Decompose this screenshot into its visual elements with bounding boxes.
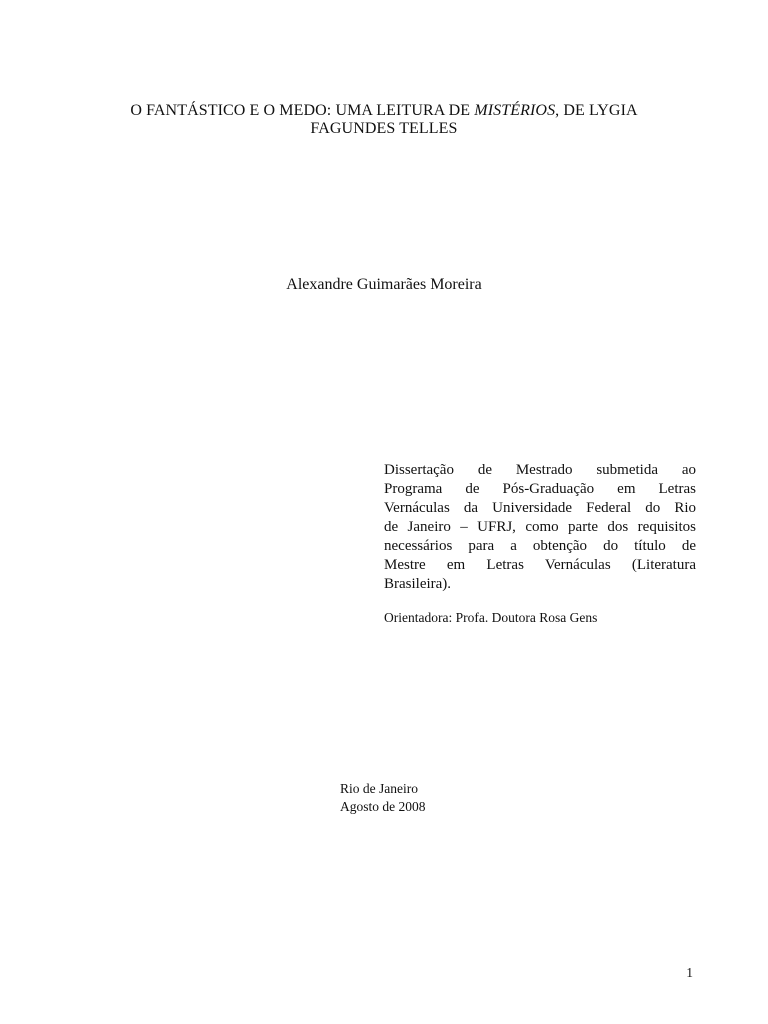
statement-line: de Janeiro – UFRJ, como parte dos requisitos xyxy=(384,519,696,535)
title-line-2: FAGUNDES TELLES xyxy=(310,120,458,137)
statement-line: Programa de Pós-Graduação em Letras xyxy=(384,481,696,497)
statement-line: Brasileira). xyxy=(384,576,452,592)
title-line-1-end: , DE LYGIA xyxy=(555,102,638,119)
title-line-1-start: O FANTÁSTICO E O MEDO: UMA LEITURA DE xyxy=(130,102,475,119)
place: Rio de Janeiro xyxy=(340,781,418,796)
advisor-line: Orientadora: Profa. Doutora Rosa Gens xyxy=(384,610,598,625)
statement-line: necessários para a obtenção do título de xyxy=(384,538,696,554)
statement-line: Dissertação de Mestrado submetida ao xyxy=(384,462,696,478)
author-name: Alexandre Guimarães Moreira xyxy=(286,276,482,293)
dissertation-statement xyxy=(384,461,696,594)
statement-line: Vernáculas da Universidade Federal do Rio xyxy=(384,500,696,516)
place-and-date xyxy=(340,780,426,816)
title-line-1 xyxy=(120,102,648,120)
title-italic-work: MISTÉRIOS xyxy=(474,102,556,119)
statement-line: Mestre em Letras Vernáculas (Literatura xyxy=(384,557,696,573)
page-number: 1 xyxy=(686,965,693,980)
date: Agosto de 2008 xyxy=(340,799,426,814)
document-title xyxy=(120,102,648,138)
